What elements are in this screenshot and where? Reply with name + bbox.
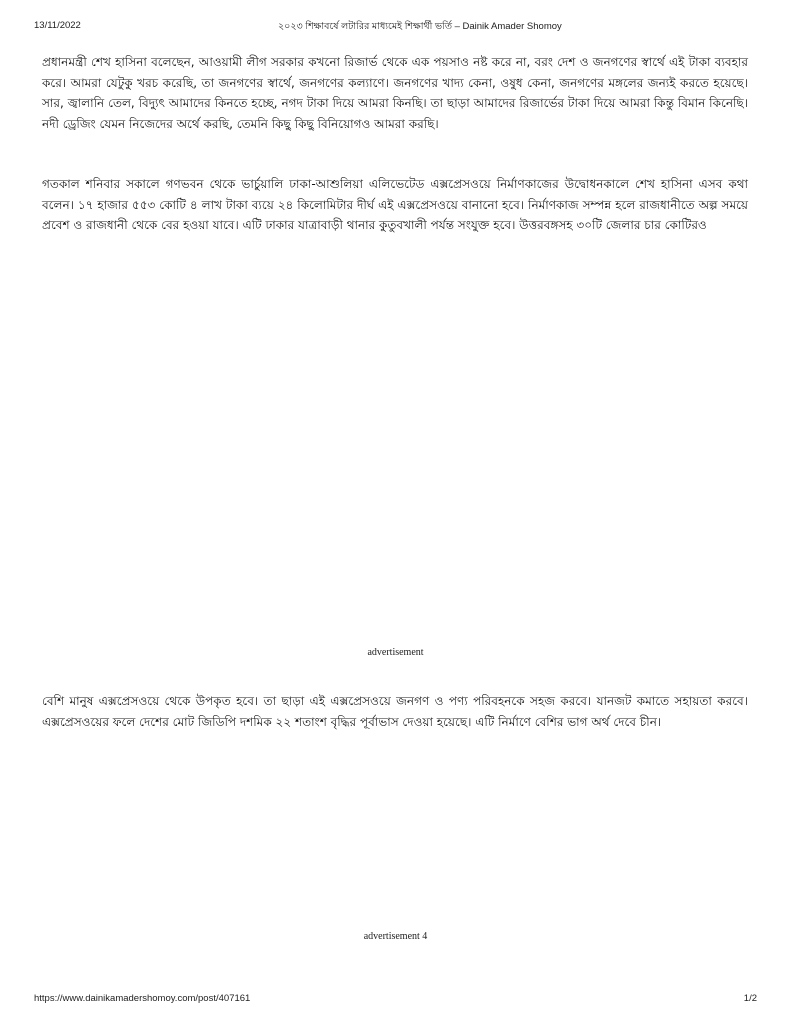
advertisement-slot [42, 245, 748, 640]
print-date: 13/11/2022 [34, 20, 81, 31]
article-paragraph: বেশি মানুষ এক্সপ্রেসওয়ে থেকে উপকৃত হবে। তা ছাড়া এই এক্সপ্রেসওয়ে জনগণ ও পণ্য পরিবহনকে সহজ করবে। যানজট কমাতে সহায়তা করবে। এক্সপ্রেসওয়ের ফলে দেশের মোট জিডিপি দশমিক ২২ শতাংশ বৃদ্ধির পূর্বাভাস দেওয়া হয়েছে। এটি নির্মাণে বেশির ভাগ অর্থ দেবে চীন। [42, 694, 748, 729]
page-url[interactable]: https://www.dainikamadershomoy.com/post/407161 [34, 993, 251, 1004]
print-footer [0, 993, 791, 1009]
advertisement-slot [42, 745, 748, 925]
page-title: ২০২৩ শিক্ষাবর্ষে লটারির মাধ্যমেই শিক্ষার্থী ভর্তি – Dainik Amader Shomoy [278, 21, 562, 32]
print-header [0, 18, 791, 34]
page-number: 1/2 [743, 993, 757, 1004]
article-paragraph: গতকাল শনিবার সকালে গণভবন থেকে ভার্চুয়ালি ঢাকা-আশুলিয়া এলিভেটেড এক্সপ্রেসওয়ে নির্মাণকাজের উদ্বোধনকালে শেখ হাসিনা এসব কথা বলেন। ১৭ হাজার ৫৫৩ কোটি ৪ লাখ টাকা ব্যয়ে ২৪ কিলোমিটার দীর্ঘ এই এক্সপ্রেসওয়ে বানানো হবে। নির্মাণকাজ সম্পন্ন হলে রাজধানীতে অল্প সময়ে প্রবেশ ও রাজধানী থেকে বের হওয়া যাবে। এটি ঢাকার যাত্রাবাড়ী থানার কুতুবখালী পর্যন্ত সংযুক্ত হবে। উত্তরবঙ্গসহ ৩০টি জেলার চার কোটিরও [42, 177, 748, 232]
advertisement-label: advertisement 4 [363, 931, 428, 942]
article-paragraph: প্রধানমন্ত্রী শেখ হাসিনা বলেছেন, আওয়ামী লীগ সরকার কখনো রিজার্ভ থেকে এক পয়সাও নষ্ট করে না, বরং দেশ ও জনগণের স্বার্থে এই টাকা ব্যবহার করে। আমরা যেটুকু খরচ করেছি, তা জনগণের স্বার্থে, জনগণের কল্যাণে। জনগণের খাদ্য কেনা, ওষুধ কেনা, জনগণের মঙ্গলের জন্যই করতে হয়েছে। সার, জ্বালানি তেল, বিদ্যুৎ আমাদের কিনতে হচ্ছে, নগদ টাকা দিয়ে আমরা কিনছি। তা ছাড়া আমাদের রিজার্ভের টাকা দিয়ে আমরা কিন্তু বিমান কিনেছি। নদী ড্রেজিং যেমন নিজেদের অর্থে করছি, তেমনি কিছু কিছু বিনিয়োগও আমরা করছি। [42, 55, 748, 131]
advertisement-label: advertisement [367, 647, 424, 658]
